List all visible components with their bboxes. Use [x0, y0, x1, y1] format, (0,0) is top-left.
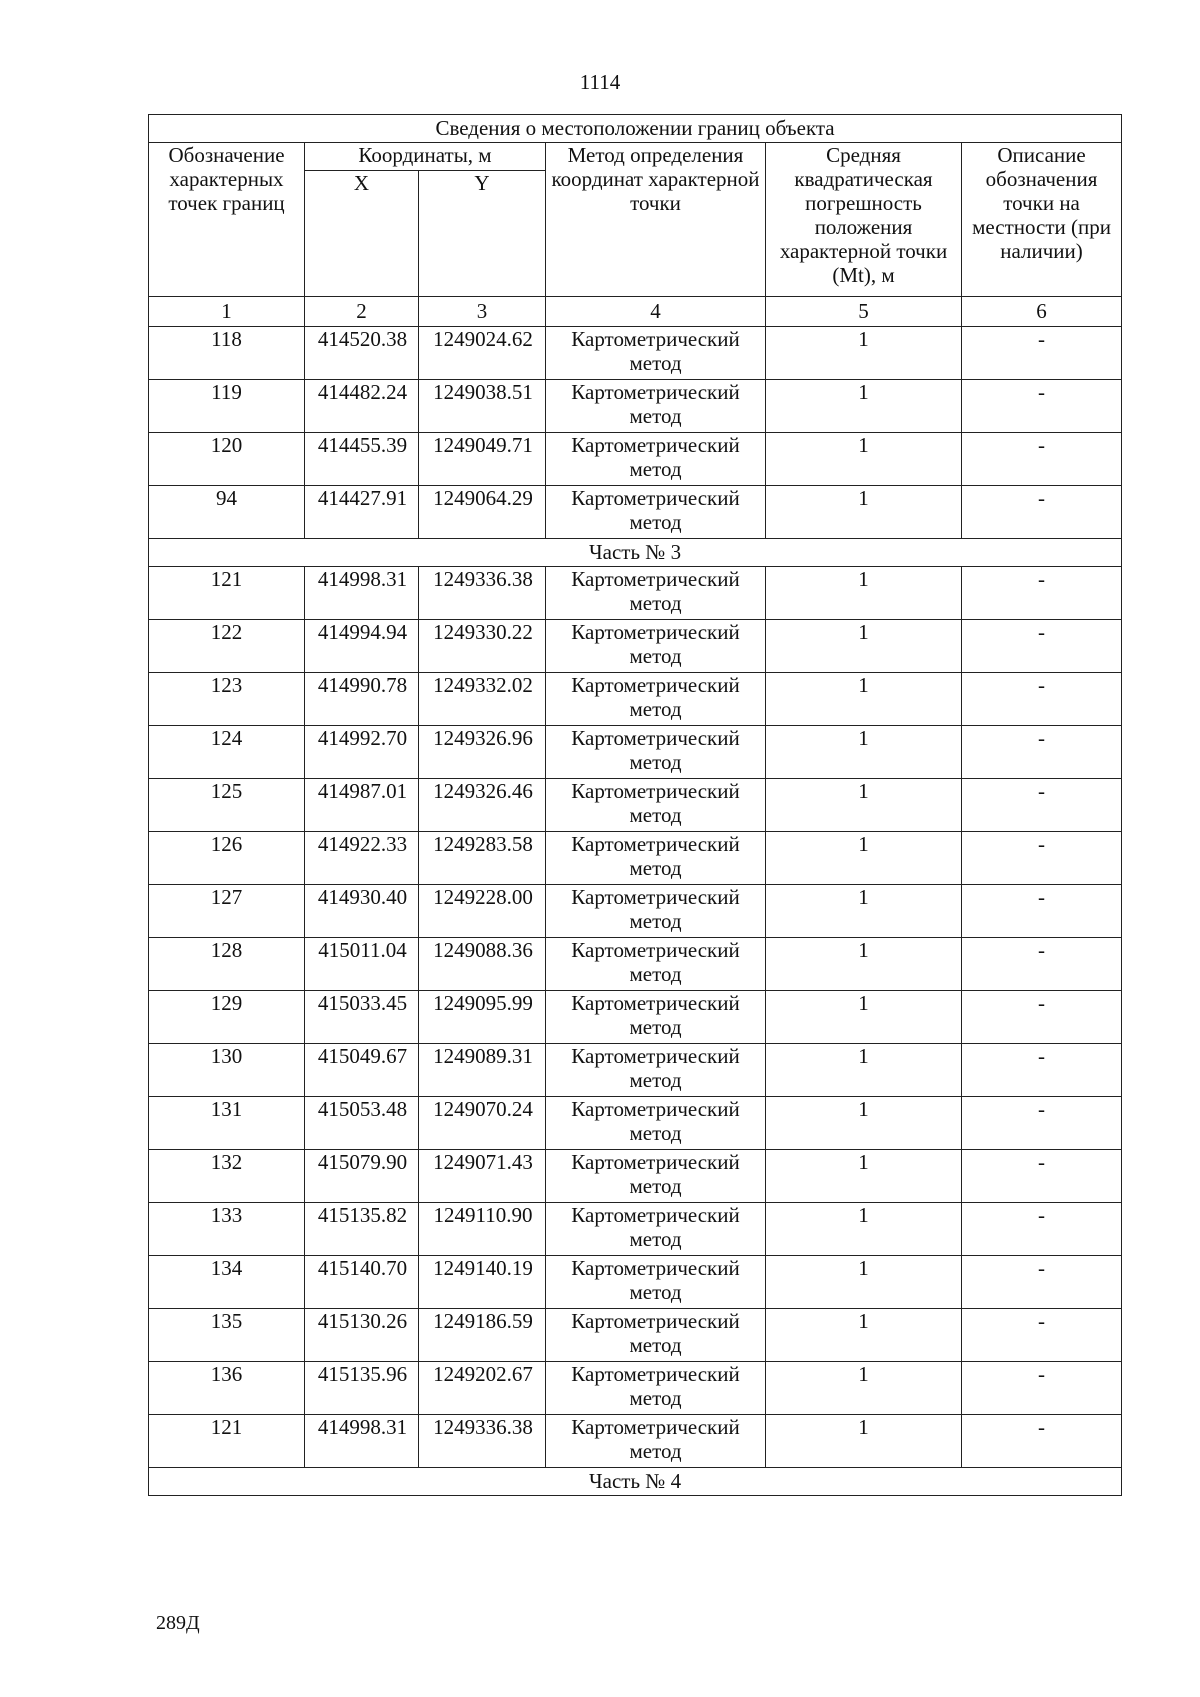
point-cell: 124 [149, 726, 305, 779]
error-cell: 1 [766, 620, 962, 673]
y-cell: 1249283.58 [419, 832, 546, 885]
table-row [149, 620, 1122, 673]
description-cell: - [962, 991, 1122, 1044]
description-cell: - [962, 779, 1122, 832]
description-cell: - [962, 885, 1122, 938]
y-cell: 1249186.59 [419, 1309, 546, 1362]
error-cell: 1 [766, 1415, 962, 1468]
point-cell: 125 [149, 779, 305, 832]
x-cell: 414520.38 [305, 327, 419, 380]
error-cell: 1 [766, 991, 962, 1044]
header-x: X [305, 171, 419, 297]
error-cell: 1 [766, 567, 962, 620]
section-row [149, 539, 1122, 567]
page-number: 1114 [579, 70, 621, 94]
table-row [149, 1256, 1122, 1309]
method-cell: Картометрический метод [546, 1309, 766, 1362]
method-cell: Картометрический метод [546, 327, 766, 380]
point-cell: 128 [149, 938, 305, 991]
error-cell: 1 [766, 779, 962, 832]
method-cell: Картометрический метод [546, 486, 766, 539]
footer-code: 289Д [156, 1612, 200, 1634]
y-cell: 1249110.90 [419, 1203, 546, 1256]
table-row [149, 1203, 1122, 1256]
table-row [149, 885, 1122, 938]
table-title: Сведения о местоположении границ объекта [149, 115, 1122, 143]
x-cell: 415079.90 [305, 1150, 419, 1203]
table-row [149, 327, 1122, 380]
x-cell: 414987.01 [305, 779, 419, 832]
y-cell: 1249049.71 [419, 433, 546, 486]
description-cell: - [962, 620, 1122, 673]
y-cell: 1249038.51 [419, 380, 546, 433]
table-row [149, 486, 1122, 539]
column-number: 2 [305, 297, 419, 327]
point-cell: 136 [149, 1362, 305, 1415]
y-cell: 1249088.36 [419, 938, 546, 991]
description-cell: - [962, 433, 1122, 486]
point-cell: 130 [149, 1044, 305, 1097]
header-description: Описание обозначения точки на местности (при наличии) [962, 143, 1122, 297]
table-row [149, 380, 1122, 433]
x-cell: 414994.94 [305, 620, 419, 673]
error-cell: 1 [766, 1150, 962, 1203]
description-cell: - [962, 1256, 1122, 1309]
header-row [149, 143, 1122, 171]
description-cell: - [962, 673, 1122, 726]
description-cell: - [962, 832, 1122, 885]
method-cell: Картометрический метод [546, 1203, 766, 1256]
column-number: 3 [419, 297, 546, 327]
boundary-coordinates-table [148, 114, 1122, 1496]
error-cell: 1 [766, 1362, 962, 1415]
table-row [149, 832, 1122, 885]
x-cell: 414998.31 [305, 1415, 419, 1468]
table-title-row [149, 115, 1122, 143]
description-cell: - [962, 726, 1122, 779]
description-cell: - [962, 1415, 1122, 1468]
point-cell: 133 [149, 1203, 305, 1256]
y-cell: 1249332.02 [419, 673, 546, 726]
description-cell: - [962, 380, 1122, 433]
table-row [149, 1097, 1122, 1150]
method-cell: Картометрический метод [546, 1044, 766, 1097]
table-row [149, 1309, 1122, 1362]
header-coordinates: Координаты, м [305, 143, 546, 171]
y-cell: 1249336.38 [419, 567, 546, 620]
method-cell: Картометрический метод [546, 433, 766, 486]
x-cell: 414930.40 [305, 885, 419, 938]
section-label: Часть № 3 [149, 539, 1122, 567]
point-cell: 119 [149, 380, 305, 433]
column-number: 5 [766, 297, 962, 327]
point-cell: 134 [149, 1256, 305, 1309]
method-cell: Картометрический метод [546, 1150, 766, 1203]
error-cell: 1 [766, 673, 962, 726]
point-cell: 135 [149, 1309, 305, 1362]
method-cell: Картометрический метод [546, 1362, 766, 1415]
x-cell: 415135.82 [305, 1203, 419, 1256]
description-cell: - [962, 567, 1122, 620]
method-cell: Картометрический метод [546, 726, 766, 779]
point-cell: 123 [149, 673, 305, 726]
error-cell: 1 [766, 1309, 962, 1362]
error-cell: 1 [766, 1097, 962, 1150]
x-cell: 414990.78 [305, 673, 419, 726]
method-cell: Картометрический метод [546, 885, 766, 938]
header-point: Обозначение характерных точек границ [149, 143, 305, 297]
y-cell: 1249071.43 [419, 1150, 546, 1203]
table-row [149, 673, 1122, 726]
error-cell: 1 [766, 832, 962, 885]
x-cell: 415033.45 [305, 991, 419, 1044]
column-number: 4 [546, 297, 766, 327]
table-row [149, 567, 1122, 620]
x-cell: 414455.39 [305, 433, 419, 486]
method-cell: Картометрический метод [546, 673, 766, 726]
y-cell: 1249202.67 [419, 1362, 546, 1415]
method-cell: Картометрический метод [546, 567, 766, 620]
table-row [149, 726, 1122, 779]
point-cell: 118 [149, 327, 305, 380]
y-cell: 1249064.29 [419, 486, 546, 539]
y-cell: 1249228.00 [419, 885, 546, 938]
method-cell: Картометрический метод [546, 380, 766, 433]
header-method: Метод определения координат характерной точки [546, 143, 766, 297]
point-cell: 129 [149, 991, 305, 1044]
method-cell: Картометрический метод [546, 1256, 766, 1309]
x-cell: 414998.31 [305, 567, 419, 620]
y-cell: 1249095.99 [419, 991, 546, 1044]
y-cell: 1249326.46 [419, 779, 546, 832]
error-cell: 1 [766, 1044, 962, 1097]
error-cell: 1 [766, 327, 962, 380]
y-cell: 1249326.96 [419, 726, 546, 779]
table-row [149, 1415, 1122, 1468]
table-row [149, 1150, 1122, 1203]
method-cell: Картометрический метод [546, 620, 766, 673]
error-cell: 1 [766, 486, 962, 539]
table-row [149, 991, 1122, 1044]
point-cell: 131 [149, 1097, 305, 1150]
error-cell: 1 [766, 433, 962, 486]
method-cell: Картометрический метод [546, 1097, 766, 1150]
table-row [149, 1362, 1122, 1415]
column-number: 1 [149, 297, 305, 327]
description-cell: - [962, 1044, 1122, 1097]
x-cell: 414427.91 [305, 486, 419, 539]
description-cell: - [962, 486, 1122, 539]
y-cell: 1249070.24 [419, 1097, 546, 1150]
x-cell: 415011.04 [305, 938, 419, 991]
x-cell: 415135.96 [305, 1362, 419, 1415]
description-cell: - [962, 1309, 1122, 1362]
error-cell: 1 [766, 938, 962, 991]
y-cell: 1249140.19 [419, 1256, 546, 1309]
point-cell: 122 [149, 620, 305, 673]
table-row [149, 938, 1122, 991]
description-cell: - [962, 327, 1122, 380]
description-cell: - [962, 1203, 1122, 1256]
y-cell: 1249089.31 [419, 1044, 546, 1097]
point-cell: 127 [149, 885, 305, 938]
method-cell: Картометрический метод [546, 779, 766, 832]
x-cell: 415049.67 [305, 1044, 419, 1097]
description-cell: - [962, 1362, 1122, 1415]
y-cell: 1249024.62 [419, 327, 546, 380]
y-cell: 1249336.38 [419, 1415, 546, 1468]
section-row [149, 1468, 1122, 1496]
point-cell: 121 [149, 1415, 305, 1468]
error-cell: 1 [766, 1256, 962, 1309]
x-cell: 415140.70 [305, 1256, 419, 1309]
error-cell: 1 [766, 726, 962, 779]
method-cell: Картометрический метод [546, 991, 766, 1044]
error-cell: 1 [766, 885, 962, 938]
header-error: Средняя квадратическая погрешность положения характерной точки (Mt), м [766, 143, 962, 297]
table-row [149, 779, 1122, 832]
section-label: Часть № 4 [149, 1468, 1122, 1496]
description-cell: - [962, 1150, 1122, 1203]
header-y: Y [419, 171, 546, 297]
method-cell: Картометрический метод [546, 1415, 766, 1468]
x-cell: 414482.24 [305, 380, 419, 433]
x-cell: 415130.26 [305, 1309, 419, 1362]
column-number: 6 [962, 297, 1122, 327]
method-cell: Картометрический метод [546, 832, 766, 885]
x-cell: 414922.33 [305, 832, 419, 885]
table-row [149, 433, 1122, 486]
error-cell: 1 [766, 380, 962, 433]
y-cell: 1249330.22 [419, 620, 546, 673]
description-cell: - [962, 938, 1122, 991]
x-cell: 415053.48 [305, 1097, 419, 1150]
table-row [149, 1044, 1122, 1097]
method-cell: Картометрический метод [546, 938, 766, 991]
point-cell: 120 [149, 433, 305, 486]
point-cell: 94 [149, 486, 305, 539]
column-numbers-row [149, 297, 1122, 327]
point-cell: 132 [149, 1150, 305, 1203]
description-cell: - [962, 1097, 1122, 1150]
x-cell: 414992.70 [305, 726, 419, 779]
point-cell: 121 [149, 567, 305, 620]
point-cell: 126 [149, 832, 305, 885]
error-cell: 1 [766, 1203, 962, 1256]
